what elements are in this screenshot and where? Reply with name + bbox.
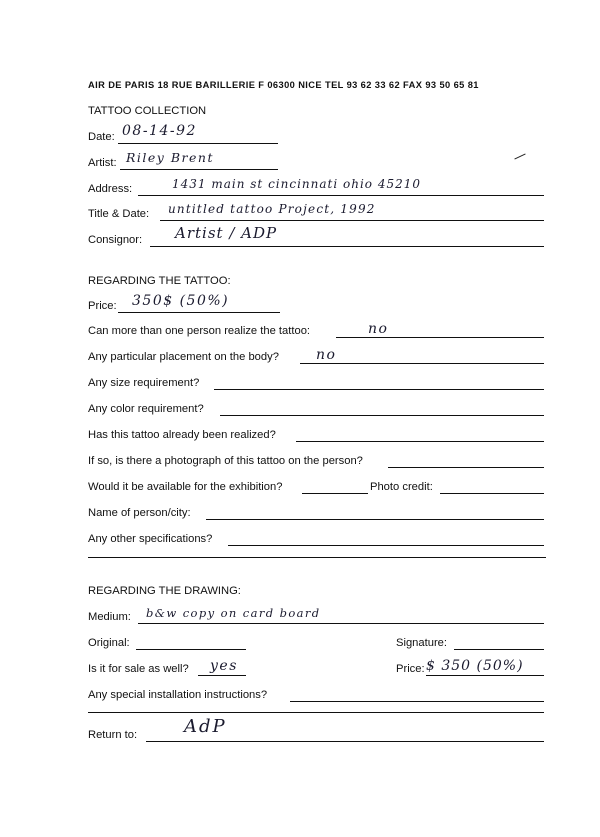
for-sale-label: Is it for sale as well? xyxy=(88,663,189,675)
exhibition-label: Would it be available for the exhibition? xyxy=(88,481,283,493)
color-label: Any color requirement? xyxy=(88,403,204,415)
drawing-price-value: $ 350 (50%) xyxy=(426,658,524,674)
pen-mark xyxy=(514,154,525,160)
date-label: Date: xyxy=(88,131,115,143)
tattoo-price-label: Price: xyxy=(88,300,117,312)
signature-label: Signature: xyxy=(396,637,447,649)
letterhead: AIR DE PARIS 18 RUE BARILLERIE F 06300 NICE TEL 93 62 33 62 FAX 93 50 65 81 xyxy=(88,80,479,90)
color-line[interactable] xyxy=(220,415,544,416)
address-line[interactable] xyxy=(138,195,544,196)
placement-value: no xyxy=(316,347,337,363)
consignor-line[interactable] xyxy=(150,246,544,247)
realized-label: Has this tattoo already been realized? xyxy=(88,429,276,441)
artist-line[interactable] xyxy=(120,169,278,170)
form-title: TATTOO COLLECTION xyxy=(88,105,207,117)
installation-line-2[interactable] xyxy=(88,712,544,713)
installation-label: Any special installation instructions? xyxy=(88,689,268,701)
return-to-value: AdP xyxy=(184,716,227,737)
medium-line[interactable] xyxy=(138,623,544,624)
more-than-one-line[interactable] xyxy=(336,337,544,338)
address-value: 1431 main st cincinnati ohio 45210 xyxy=(172,177,421,191)
drawing-price-label: Price: xyxy=(396,663,425,675)
other-specs-line-2[interactable] xyxy=(88,557,546,558)
consignor-label: Consignor: xyxy=(88,234,143,246)
for-sale-line[interactable] xyxy=(198,675,246,676)
drawing-section-heading: REGARDING THE DRAWING: xyxy=(88,585,241,597)
title-date-line[interactable] xyxy=(160,220,544,221)
size-line[interactable] xyxy=(214,389,544,390)
photograph-label: If so, is there a photograph of this tattoo on the person? xyxy=(88,455,363,467)
title-date-value: untitled tattoo Project, 1992 xyxy=(168,202,376,216)
more-than-one-label: Can more than one person realize the tattoo: xyxy=(88,325,311,337)
date-value: 08-14-92 xyxy=(122,123,197,139)
tattoo-section-heading: REGARDING THE TATTOO: xyxy=(88,275,231,287)
artist-value: Riley Brent xyxy=(126,150,214,165)
date-line[interactable] xyxy=(118,143,278,144)
photo-credit-line[interactable] xyxy=(440,493,544,494)
return-to-line[interactable] xyxy=(146,741,544,742)
original-line[interactable] xyxy=(136,649,246,650)
return-to-label: Return to: xyxy=(88,729,138,741)
other-specs-label: Any other specifications? xyxy=(88,533,213,545)
exhibition-line[interactable] xyxy=(302,493,368,494)
placement-line[interactable] xyxy=(300,363,544,364)
medium-value: b&w copy on card board xyxy=(146,606,321,620)
signature-line[interactable] xyxy=(454,649,544,650)
consignor-value: Artist / ADP xyxy=(175,224,278,242)
for-sale-value: yes xyxy=(210,658,238,674)
tattoo-price-value: 350$ (50%) xyxy=(132,293,230,309)
other-specs-line[interactable] xyxy=(228,545,544,546)
person-city-label: Name of person/city: xyxy=(88,507,191,519)
photograph-line[interactable] xyxy=(388,467,544,468)
placement-label: Any particular placement on the body? xyxy=(88,351,279,363)
photo-credit-label: Photo credit: xyxy=(370,481,433,493)
artist-label: Artist: xyxy=(88,157,117,169)
more-than-one-value: no xyxy=(368,321,389,337)
size-label: Any size requirement? xyxy=(88,377,200,389)
drawing-price-line[interactable] xyxy=(426,675,544,676)
realized-line[interactable] xyxy=(296,441,544,442)
title-date-label: Title & Date: xyxy=(88,208,150,220)
tattoo-price-line[interactable] xyxy=(118,312,280,313)
person-city-line[interactable] xyxy=(206,519,544,520)
installation-line[interactable] xyxy=(290,701,544,702)
original-label: Original: xyxy=(88,637,130,649)
address-label: Address: xyxy=(88,183,133,195)
medium-label: Medium: xyxy=(88,611,131,623)
